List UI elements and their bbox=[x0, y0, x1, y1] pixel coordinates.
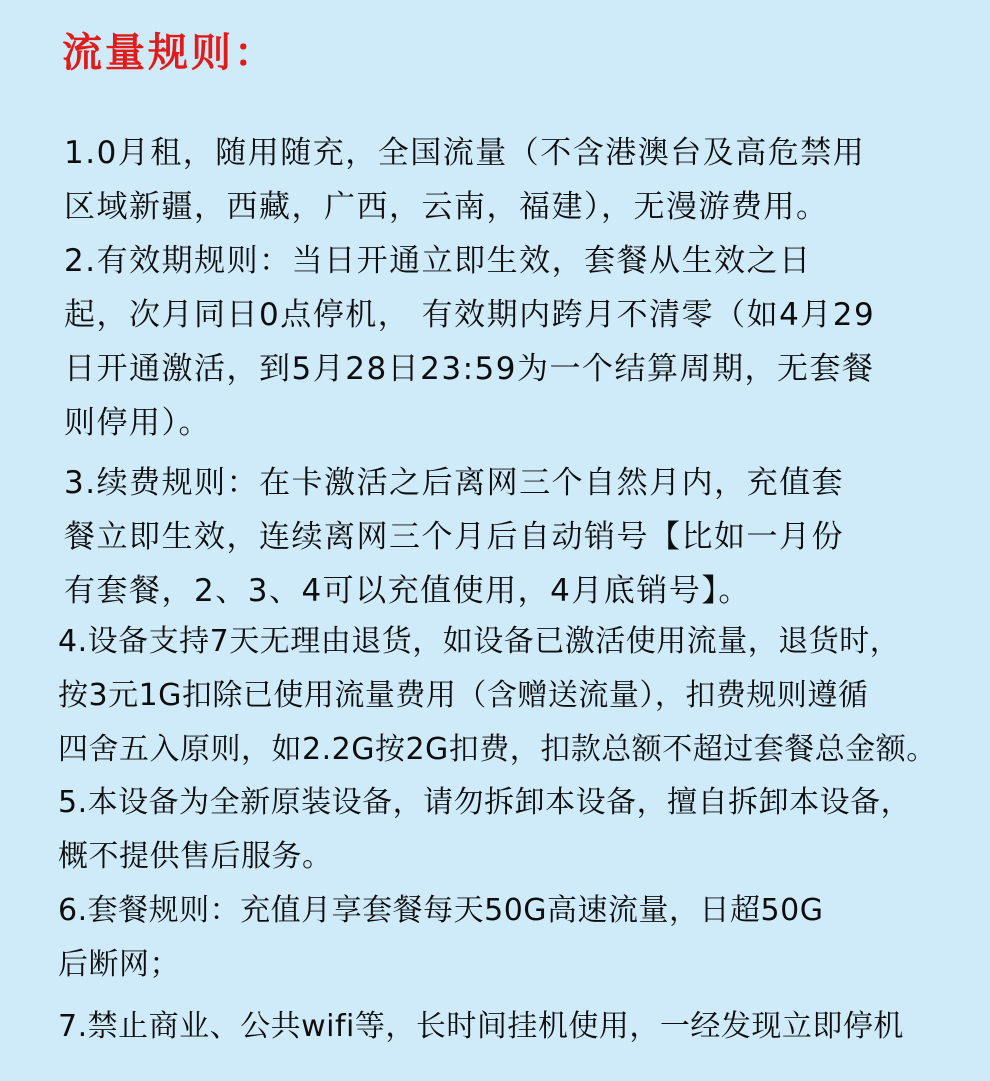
rule-item-5: 5.本设备为全新原装设备，请勿拆卸本设备，擅自拆卸本设备， 概不提供售后服务。 bbox=[58, 785, 912, 874]
rule-item-7: 7.禁止商业、公共wifi等，长时间挂机使用，一经发现立即停机 bbox=[58, 1009, 904, 1044]
rule-item-1: 1.0月租，随用随充，全国流量（不含港澳台及高危禁用 区域新疆，西藏，广西，云南，福建），无漫游费用。 bbox=[64, 135, 866, 225]
page-title: 流量规则： bbox=[62, 30, 277, 76]
rule-item-3: 3.续费规则：在卡激活之后离网三个自然月内，充值套 餐立即生效，连续离网三个月后自动销号【比如一月份 有套餐，2、3、4可以充值使用，4月底销号】。 bbox=[64, 465, 845, 609]
rule-item-6: 6.套餐规则：充值月享套餐每天50G高速流量，日超50G 后断网； bbox=[58, 893, 824, 982]
rule-item-2: 2.有效期规则：当日开通立即生效，套餐从生效之日 起，次月同日0点停机， 有效期内跨月不清零（如4月29 日开通激活，到5月28日23:59为一个结算周期，无套餐 则停用）。 bbox=[64, 243, 876, 441]
rule-item-4: 4.设备支持7天无理由退货，如设备已激活使用流量，退货时， 按3元1G扣除已使用流量费用（含赠送流量），扣费规则遵循 四舍五入原则，如2.2G按2G扣费，扣款总额不超过套餐总金额。 bbox=[58, 624, 937, 767]
